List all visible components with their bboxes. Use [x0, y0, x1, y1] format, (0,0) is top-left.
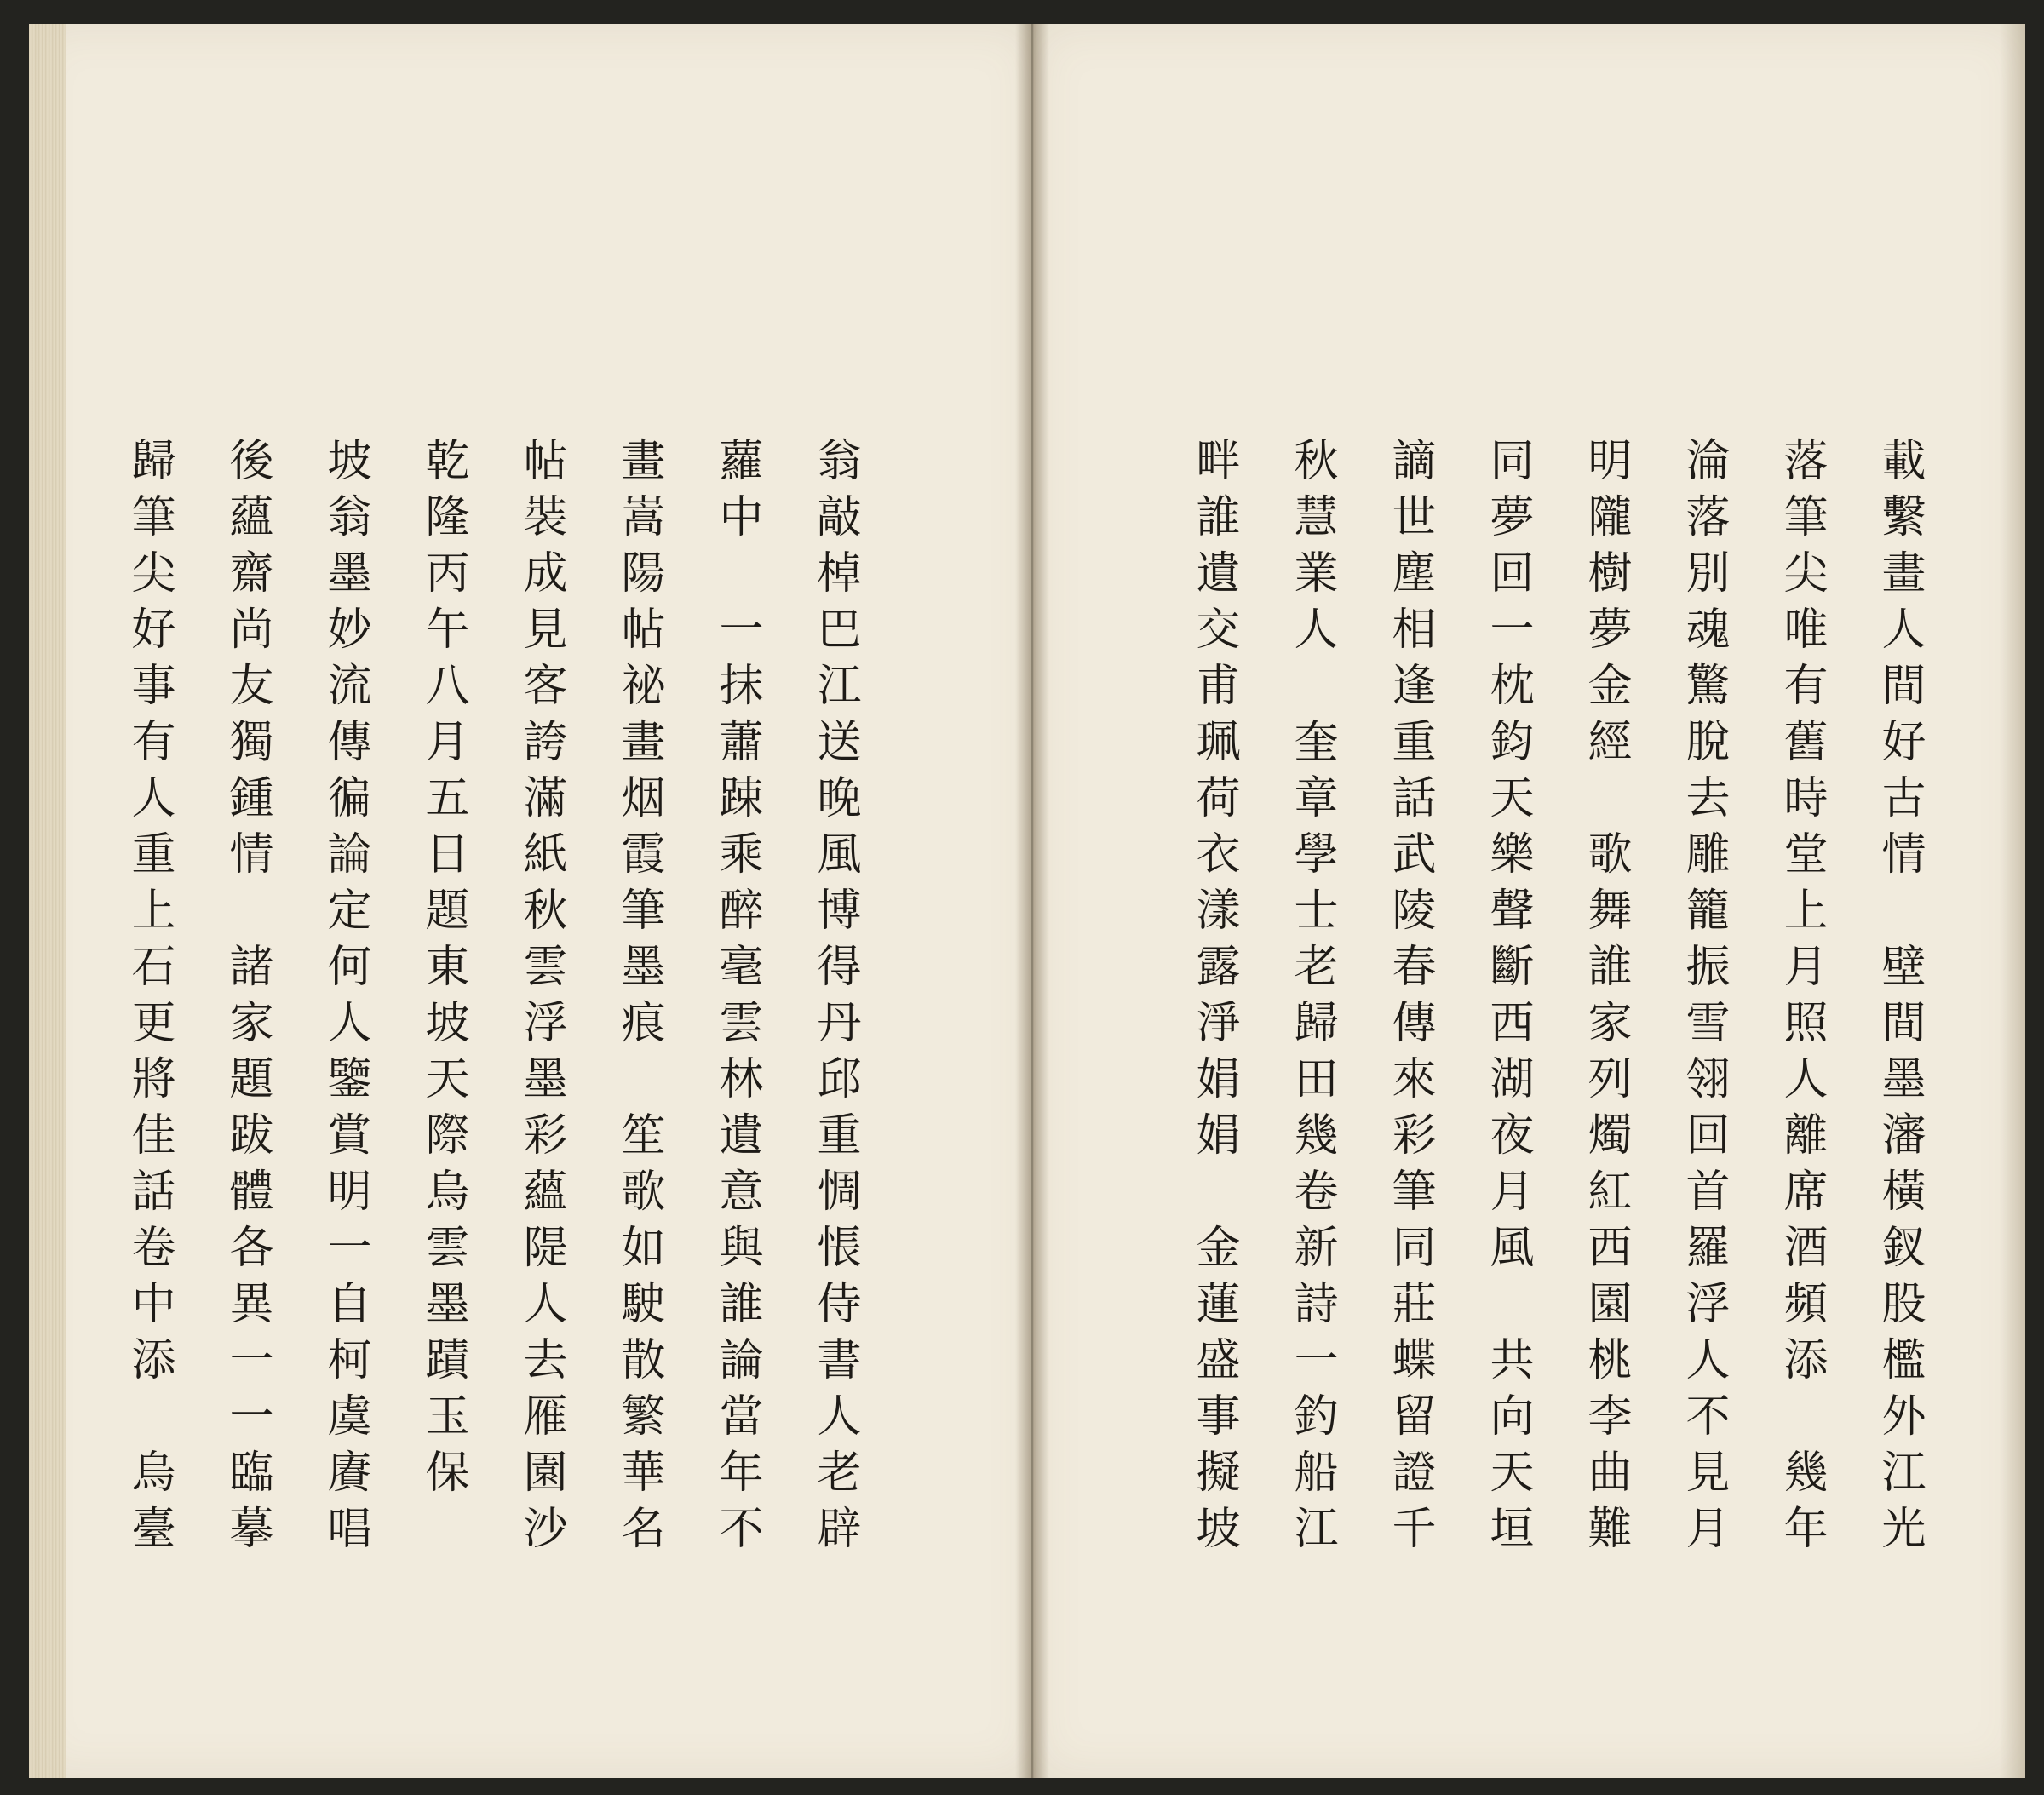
left-column-4: 帖裝成見客誇滿紙秋雲浮墨彩蘊隄人去雁園沙 [515, 437, 566, 1561]
book-gutter [1015, 24, 1049, 1778]
right-column-2: 落筆尖唯有舊時堂上月照人離席酒頻添 幾年 [1776, 437, 1827, 1561]
right-column-4: 明隴樹夢金經 歌舞誰家列燭紅西園桃李曲難 [1580, 437, 1631, 1561]
left-column-3: 畫嵩陽帖祕畫烟霞筆墨痕 笙歌如駛散繁華名 [613, 437, 664, 1561]
right-column-5: 同夢回一枕鈞天樂聲斷西湖夜月風 共向天垣 [1482, 437, 1533, 1561]
page-stack-edge [29, 24, 66, 1778]
right-column-6: 謫世塵相逢重話武陵春傳來彩筆同莊蝶留證千 [1384, 437, 1435, 1561]
left-page [29, 24, 1036, 1778]
left-column-7: 後蘊齋尚友獨鍾情 諸家題跋體各異一一臨摹 [221, 437, 273, 1561]
left-column-2: 蘿中 一抹蕭踈乘醉毫雲林遺意與誰論當年不 [711, 437, 762, 1561]
right-column-1: 載繫畫人間好古情 壁間墨瀋橫釵股檻外江光 [1874, 437, 1925, 1561]
right-column-8: 畔誰遺交甫珮荷衣漾露淨娟娟 金蓮盛事擬坡 [1188, 437, 1239, 1561]
right-page-edge [2000, 24, 2025, 1778]
right-column-3: 淪落別魂驚脫去雕籠振雪翎回首羅浮人不見月 [1678, 437, 1729, 1561]
left-column-8: 歸筆尖好事有人重上石更將佳話卷中添 烏臺 [123, 437, 175, 1561]
left-column-5: 乾隆丙午八月五日題東坡天際烏雲墨蹟玉保 [417, 437, 468, 1505]
right-column-7: 秋慧業人 奎章學士老歸田幾卷新詩一釣船江 [1286, 437, 1337, 1561]
left-column-6: 坡翁墨妙流傳徧論定何人鑒賞明一自柯虞賡唱 [319, 437, 370, 1561]
left-column-1: 翁敲棹巴江送晚風博得丹邱重惆悵侍書人老辟 [809, 437, 860, 1561]
right-page [1034, 24, 2025, 1778]
